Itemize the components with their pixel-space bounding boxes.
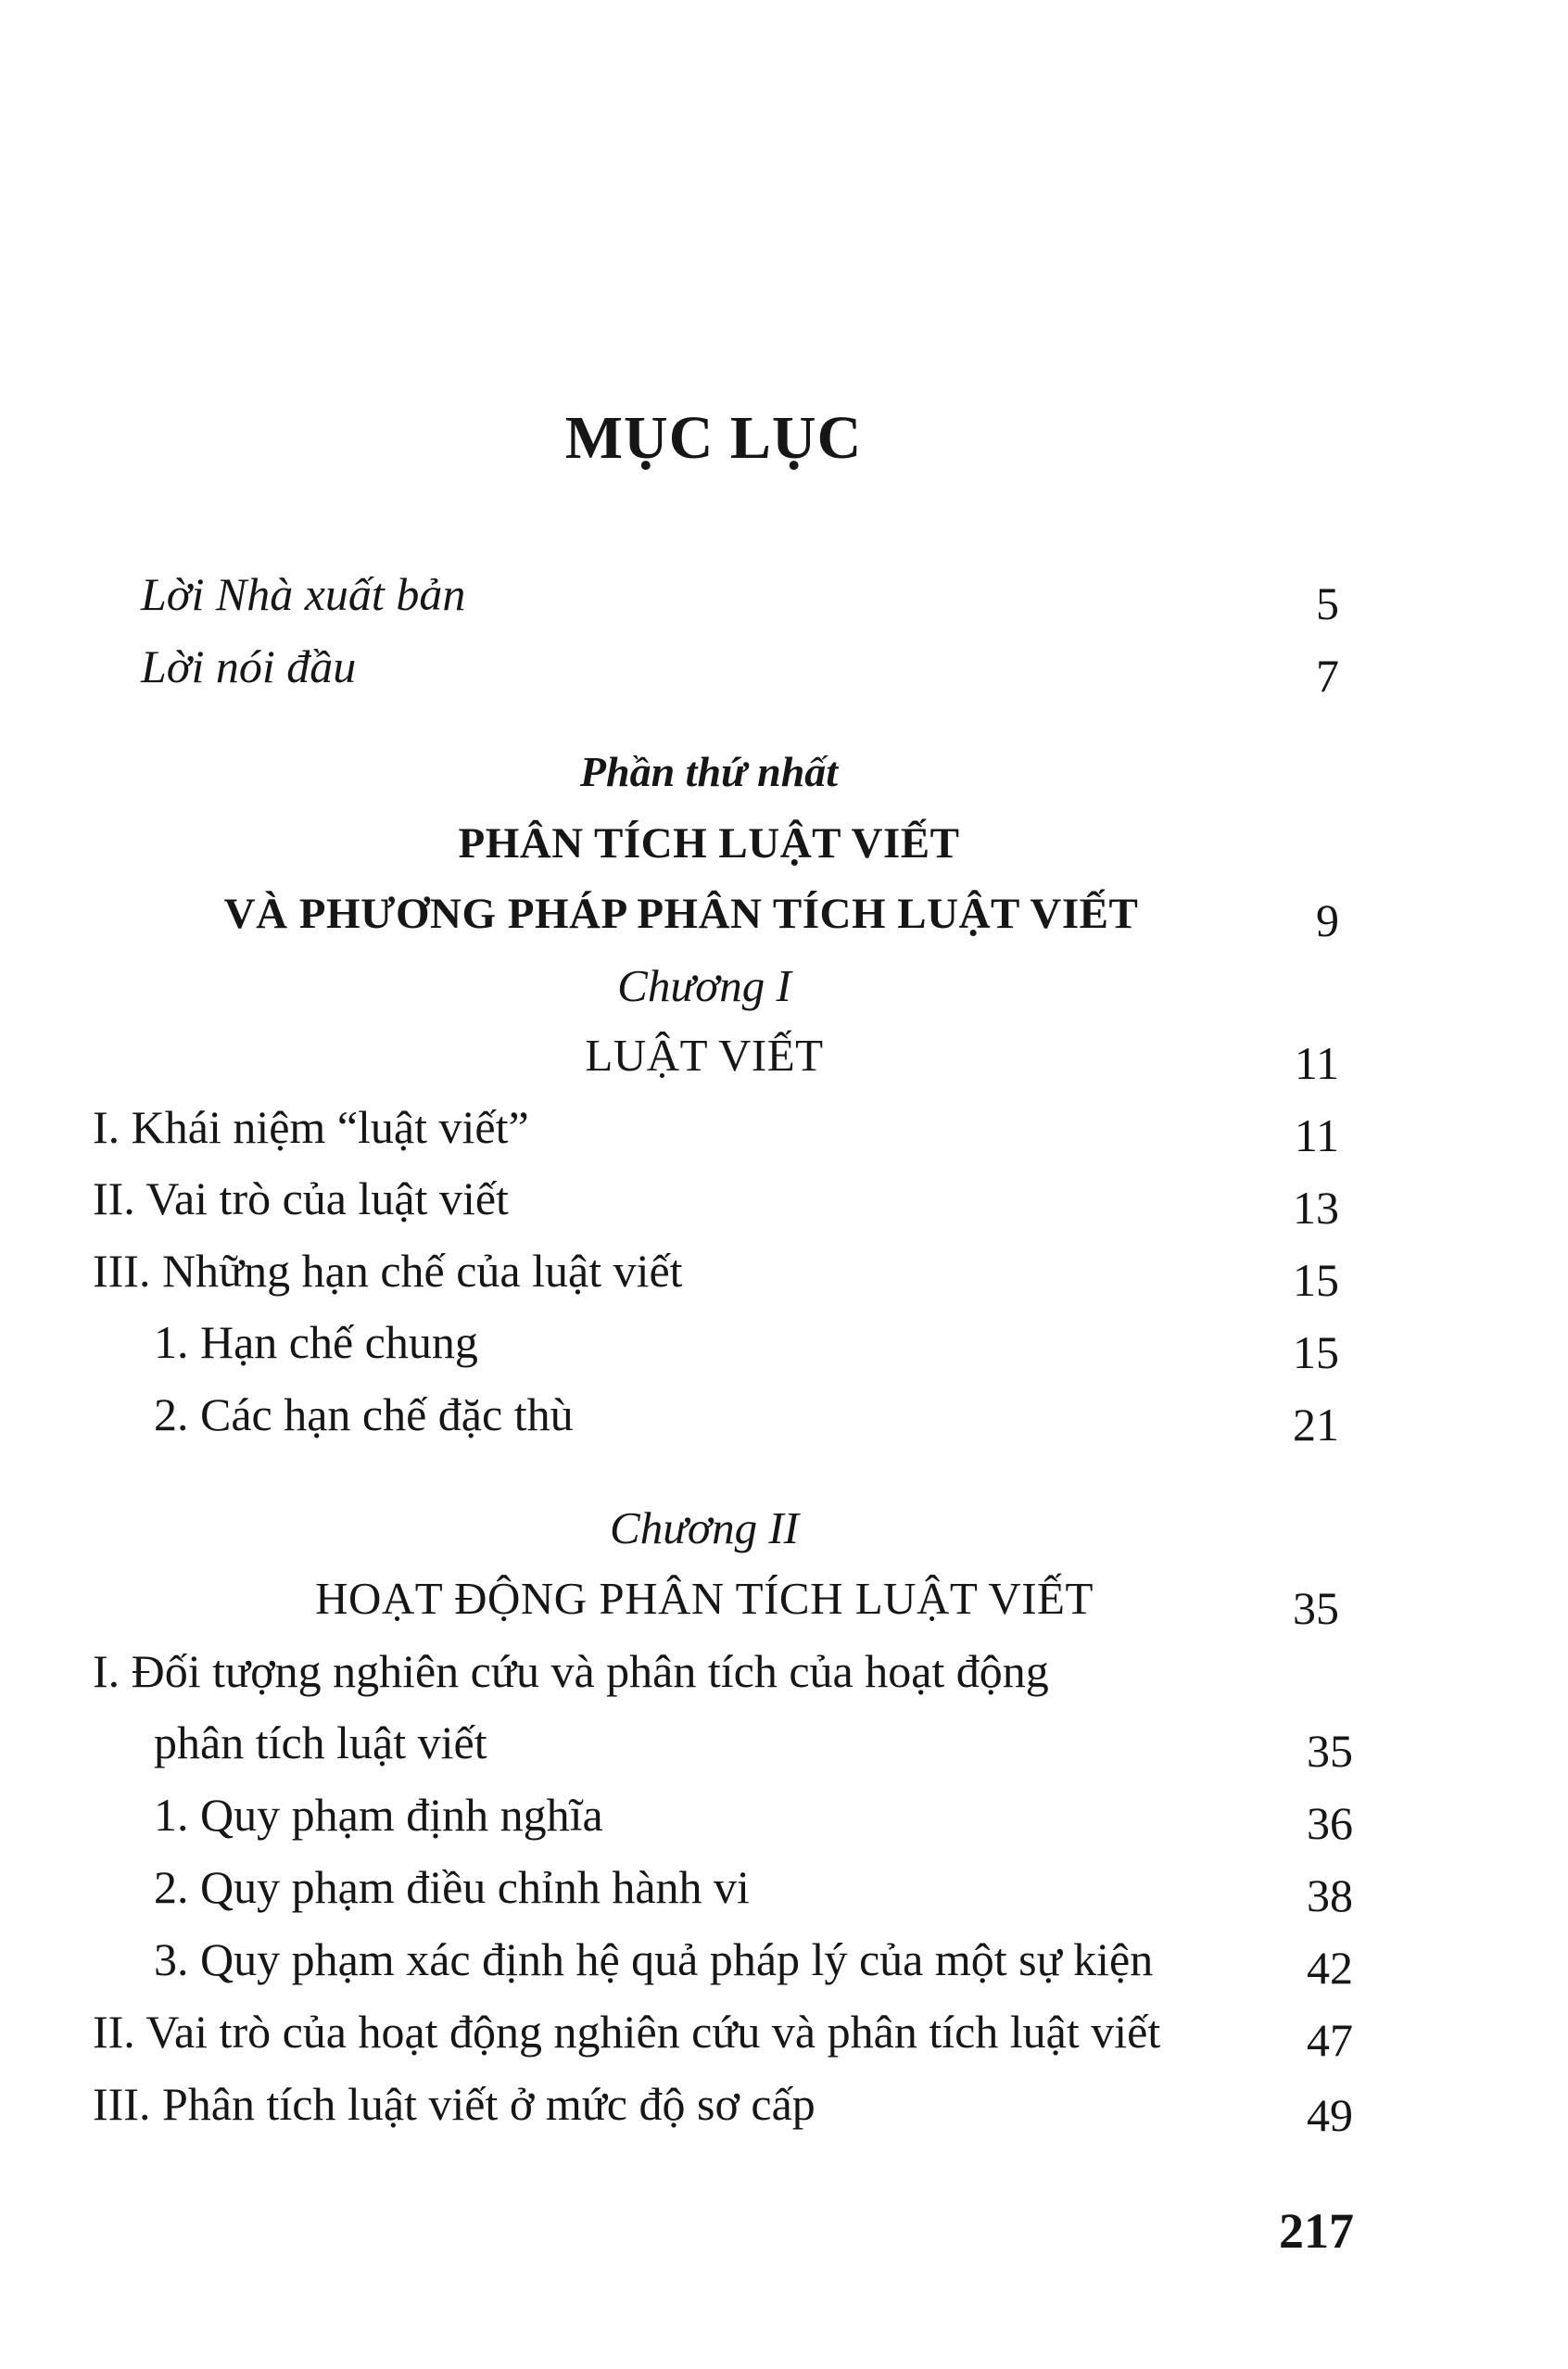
toc-subentry: 2. Quy phạm điều chỉnh hành vi [154, 1861, 750, 1913]
toc-page-number: 21 [1293, 1399, 1339, 1451]
toc-page-number: 49 [1307, 2089, 1353, 2141]
toc-entry-publisher-note: Lời Nhà xuất bản [141, 568, 466, 620]
toc-entry: III. Phân tích luật viết ở mức độ sơ cấp [93, 2078, 816, 2130]
toc-subentry: 1. Hạn chế chung [154, 1316, 478, 1368]
chapter-label: Chương II [610, 1502, 799, 1553]
toc-page-number: 38 [1307, 1869, 1353, 1921]
chapter-label: Chương I [617, 960, 791, 1011]
toc-entry: II. Vai trò của luật viết [93, 1172, 509, 1224]
part-title-line1: PHÂN TÍCH LUẬT VIẾT [458, 819, 960, 868]
toc-page-number: 36 [1307, 1797, 1353, 1849]
toc-page-number: 13 [1293, 1182, 1339, 1234]
toc-entry: II. Vai trò của hoạt động nghiên cứu và phân tích luật viết [93, 2006, 1161, 2058]
toc-entry-continuation: phân tích luật viết [154, 1717, 487, 1768]
toc-page-number: 7 [1316, 650, 1339, 702]
toc-entry: III. Những hạn chế của luật viết [93, 1245, 683, 1297]
part-label: Phần thứ nhất [579, 748, 839, 795]
toc-entry-preface: Lời nói đầu [141, 640, 357, 692]
toc-subentry: 3. Quy phạm xác định hệ quả pháp lý của một sự kiện [154, 1933, 1154, 1985]
toc-page-number: 11 [1294, 1109, 1339, 1161]
toc-page-number: 35 [1307, 1725, 1353, 1777]
toc-entry: I. Khái niệm “luật viết” [93, 1101, 529, 1153]
toc-page-number: 5 [1316, 577, 1339, 629]
toc-page-number: 15 [1293, 1326, 1339, 1378]
chapter-title: HOẠT ĐỘNG PHÂN TÍCH LUẬT VIẾT [315, 1573, 1094, 1624]
part-title-line2: VÀ PHƯƠNG PHÁP PHÂN TÍCH LUẬT VIẾT [223, 890, 1139, 938]
toc-subentry: 1. Quy phạm định nghĩa [154, 1789, 603, 1841]
toc-page-number: 15 [1293, 1254, 1339, 1306]
page-title: MỤC LỤC [564, 404, 863, 472]
toc-page-number: 9 [1316, 894, 1339, 946]
toc-page-number: 47 [1307, 2014, 1353, 2066]
toc-entry: I. Đối tượng nghiên cứu và phân tích của hoạt động [93, 1645, 1049, 1697]
page-number: 217 [1279, 2203, 1354, 2259]
toc-page-number: 35 [1293, 1582, 1339, 1634]
toc-page-number: 11 [1294, 1037, 1339, 1089]
toc-subentry: 2. Các hạn chế đặc thù [154, 1388, 574, 1440]
chapter-title: LUẬT VIẾT [585, 1030, 824, 1081]
toc-page-number: 42 [1307, 1942, 1353, 1994]
